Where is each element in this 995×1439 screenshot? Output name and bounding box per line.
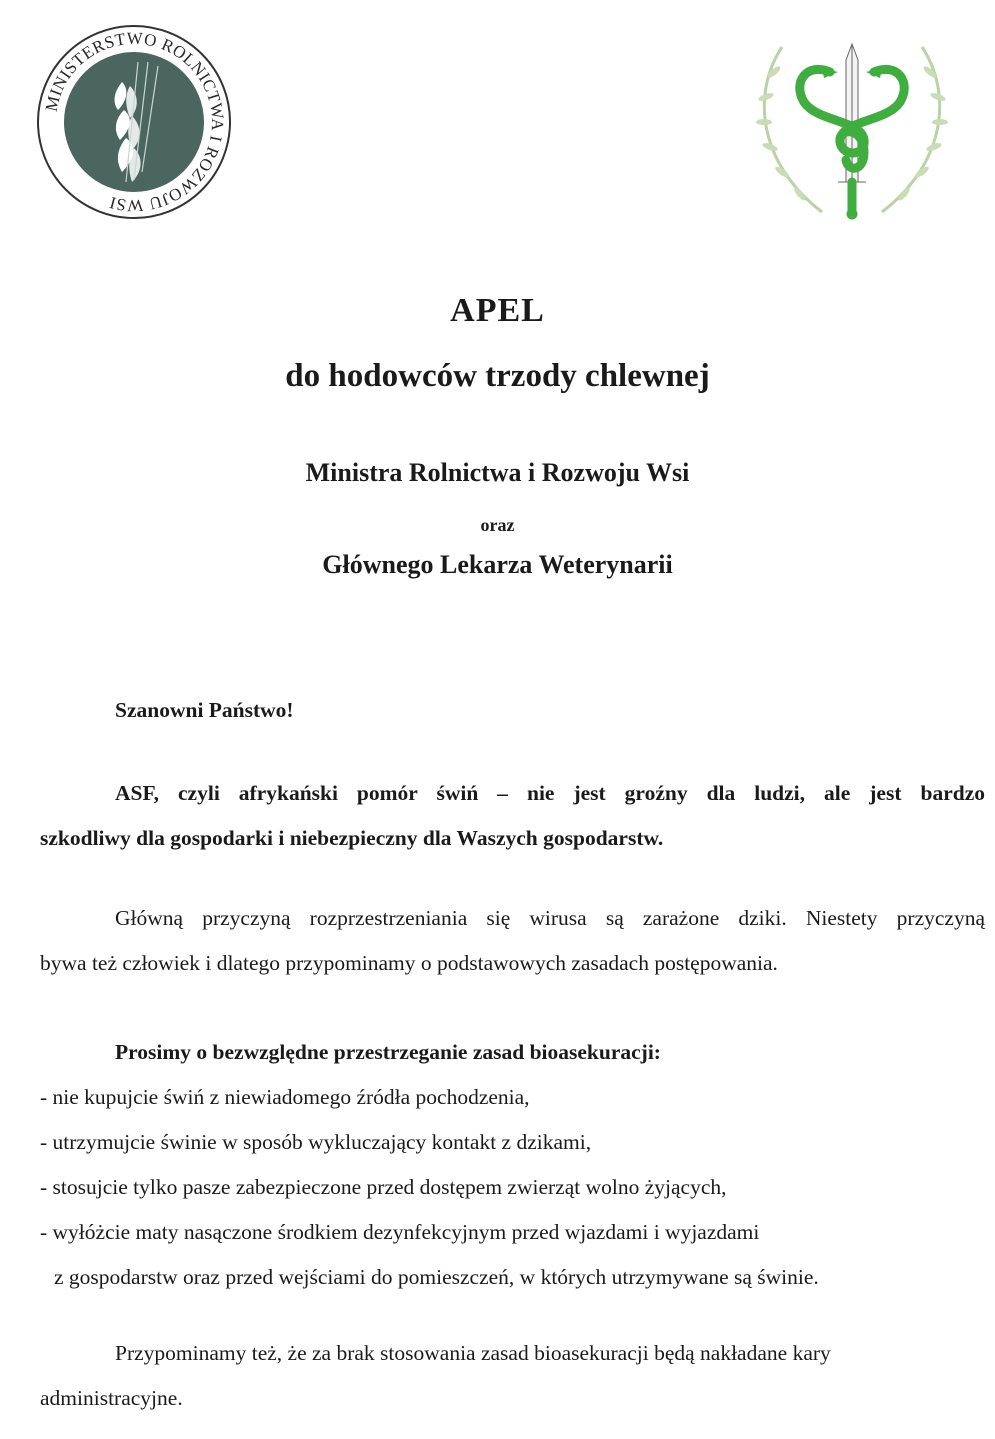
rule-item-continuation: z gospodarstw oraz przed wejściami do pomieszczeń, w których utrzymywane są świnie. xyxy=(54,1265,819,1289)
bioasecurity-rules xyxy=(40,1030,985,1300)
greeting: Szanowni Państwo! xyxy=(115,698,294,722)
rule-item: - wyłóżcie maty nasączone środkiem dezynfekcyjnym przed wjazdami i wyjazdami xyxy=(40,1220,760,1244)
issuer-conjunction: oraz xyxy=(480,515,515,535)
issuer-minister: Ministra Rolnictwa i Rozwoju Wsi xyxy=(305,458,690,487)
paragraph-asf-warning xyxy=(40,771,985,861)
paragraph-line: ASF, czyli afrykański pomór świń – nie jest groźny dla ludzi, ale jest bardzo xyxy=(115,781,985,805)
caduceus-sword-icon xyxy=(752,32,952,222)
document-subtitle: do hodowców trzody chlewnej xyxy=(285,358,710,394)
document-title: APEL xyxy=(450,292,545,329)
veterinary-emblem-logo xyxy=(752,32,952,222)
ministry-seal-logo xyxy=(34,22,234,222)
paragraph-line: szkodliwy dla gospodarki i niebezpieczny dla Waszych gospodarstw. xyxy=(40,826,664,850)
paragraph-line: bywa też człowiek i dlatego przypominamy o podstawowych zasadach postępowania. xyxy=(40,951,778,975)
rule-item: - nie kupujcie świń z niewiadomego źródła pochodzenia, xyxy=(40,1085,530,1109)
paragraph-line: Przypominamy też, że za brak stosowania zasad bioasekuracji będą nakładane kary xyxy=(115,1341,831,1365)
paragraph-line: Główną przyczyną rozprzestrzeniania się wirusa są zarażone dziki. Niestety przyczyną xyxy=(115,906,985,930)
issuer-chief-veterinarian: Głównego Lekarza Weterynarii xyxy=(322,550,673,579)
paragraph-line: administracyjne. xyxy=(40,1386,183,1410)
paragraph-cause xyxy=(40,896,985,986)
rule-item: - stosujcie tylko pasze zabezpieczone przed dostępem zwierząt wolno żyjących, xyxy=(40,1175,727,1199)
rule-item: - utrzymujcie świnie w sposób wykluczający kontakt z dzikami, xyxy=(40,1130,592,1154)
wheat-seal-icon xyxy=(34,22,234,222)
seal-ring-text: MINISTERSTWO ROLNICTWA I ROZWOJU WSI xyxy=(41,28,228,216)
rules-lead: Prosimy o bezwzględne przestrzeganie zasad bioasekuracji: xyxy=(115,1040,661,1064)
paragraph-penalties xyxy=(40,1331,985,1421)
